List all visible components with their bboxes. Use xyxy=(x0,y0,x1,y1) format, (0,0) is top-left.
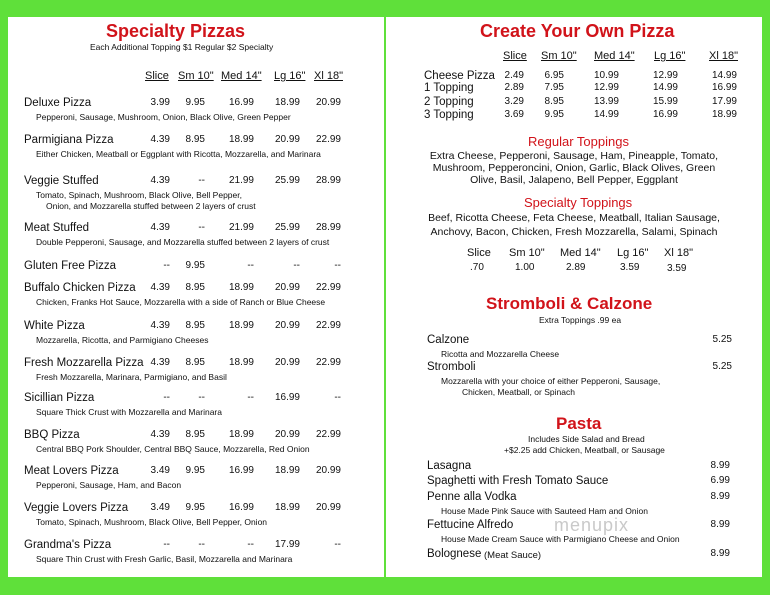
pasta-subtitle-1: Includes Side Salad and Bread xyxy=(528,434,645,444)
watermark: menupix xyxy=(554,515,630,535)
cyo-row-price: 12.99 xyxy=(652,70,678,81)
item-price: -- xyxy=(334,539,341,550)
item-price: 16.99 xyxy=(228,465,254,476)
item-price: 22.99 xyxy=(315,357,341,368)
stromboli-item-price: 5.25 xyxy=(712,334,732,345)
item-price: 8.95 xyxy=(185,282,205,293)
item-price: 21.99 xyxy=(228,222,254,233)
cyo-row-price: 2.89 xyxy=(504,82,524,93)
item-price: 8.95 xyxy=(185,429,205,440)
item-description: Tomato, Spinach, Mushroom, Black Olive, Bell Pepper, Onion xyxy=(36,517,268,527)
item-name: Sicillian Pizza xyxy=(24,392,95,404)
item-price: 20.99 xyxy=(274,357,300,368)
item-price: 4.39 xyxy=(150,134,170,145)
item-price: 17.99 xyxy=(274,539,300,550)
item-price: 9.95 xyxy=(185,502,205,513)
pasta-item-description: House Made Pink Sauce with Sauteed Ham and Onion xyxy=(441,506,648,516)
specialty-toppings-title: Specialty Toppings xyxy=(524,195,633,210)
item-price: 20.99 xyxy=(274,429,300,440)
item-price: 4.39 xyxy=(150,429,170,440)
cyo-size-lg: Lg 16" xyxy=(654,50,686,62)
pasta-item-description: House Made Cream Sauce with Parmigiano Cheese and Onion xyxy=(441,534,680,544)
specialty-toppings-line: Anchovy, Bacon, Chicken, Fresh Mozzarella, Salami, Spinach xyxy=(430,226,718,238)
pasta-item-price: 8.99 xyxy=(710,519,730,530)
pasta-item-name: Bolognese xyxy=(427,548,482,560)
item-description: Pepperoni, Sausage, Mushroom, Onion, Black Olive, Green Pepper xyxy=(36,112,291,122)
cyo-row-name: 2 Topping xyxy=(424,96,474,108)
cyo-row-price: 18.99 xyxy=(711,109,737,120)
item-price: 9.95 xyxy=(185,260,205,271)
item-name: Grandma's Pizza xyxy=(24,539,112,551)
pasta-item-name: Lasagna xyxy=(427,460,472,472)
cyo-row-price: 14.99 xyxy=(711,70,737,81)
item-description: Onion, and Mozzarella stuffed between 2 layers of crust xyxy=(46,201,256,211)
item-description: Central BBQ Pork Shoulder, Central BBQ Sauce, Mozzarella, Red Onion xyxy=(36,444,310,454)
pasta-item-price: 8.99 xyxy=(710,548,730,559)
cyo-row-price: 8.95 xyxy=(544,96,564,107)
item-price: 25.99 xyxy=(274,175,300,186)
pasta-item-price: 8.99 xyxy=(710,460,730,471)
item-description: Tomato, Spinach, Mushroom, Black Olive, Bell Pepper, xyxy=(36,190,242,200)
item-description: Square Thin Crust with Fresh Garlic, Basil, Mozzarella and Marinara xyxy=(36,554,293,564)
item-price: 18.99 xyxy=(228,320,254,331)
item-price: 4.39 xyxy=(150,320,170,331)
item-price: 20.99 xyxy=(315,502,341,513)
specialty-size-lg: Lg 16" xyxy=(617,247,649,259)
cyo-size-xl: Xl 18" xyxy=(709,50,738,62)
item-description: Pepperoni, Sausage, Ham, and Bacon xyxy=(36,480,182,490)
cyo-size-sm: Sm 10" xyxy=(541,50,577,62)
cyo-row-price: 9.95 xyxy=(544,109,564,120)
item-price: -- xyxy=(163,392,170,403)
item-price: -- xyxy=(247,539,254,550)
item-price: 4.39 xyxy=(150,222,170,233)
item-price: -- xyxy=(247,392,254,403)
item-price: 8.95 xyxy=(185,357,205,368)
specialty-size-xl: Xl 18" xyxy=(664,247,693,259)
cyo-row-price: 16.99 xyxy=(652,109,678,120)
cyo-row-price: 14.99 xyxy=(593,109,619,120)
item-price: 20.99 xyxy=(274,282,300,293)
pasta-title: Pasta xyxy=(556,414,602,433)
item-name: Gluten Free Pizza xyxy=(24,260,117,272)
item-price: -- xyxy=(198,222,205,233)
item-price: -- xyxy=(163,260,170,271)
stromboli-item-description: Chicken, Meatball, or Spinach xyxy=(462,387,575,397)
regular-toppings-title: Regular Toppings xyxy=(528,134,629,149)
item-price: 25.99 xyxy=(274,222,300,233)
stromboli-item-description: Ricotta and Mozzarella Cheese xyxy=(441,349,560,359)
item-price: -- xyxy=(163,539,170,550)
item-price: 3.99 xyxy=(150,97,170,108)
cyo-row-price: 16.99 xyxy=(711,82,737,93)
create-your-own-title: Create Your Own Pizza xyxy=(480,21,675,41)
item-price: 4.39 xyxy=(150,357,170,368)
item-price: 20.99 xyxy=(315,465,341,476)
specialty-price-sm: 1.00 xyxy=(515,262,535,273)
regular-toppings-line: Mushroom, Pepperoncini, Onion, Garlic, Black Olives, Green xyxy=(432,162,716,174)
item-description: Fresh Mozzarella, Marinara, Parmigiano, and Basil xyxy=(36,372,227,382)
item-name: Veggie Lovers Pizza xyxy=(24,502,129,514)
size-header-lg: Lg 16" xyxy=(274,70,306,82)
stromboli-item-price: 5.25 xyxy=(712,361,732,372)
cyo-row-name: 3 Topping xyxy=(424,109,474,121)
item-name: Parmigiana Pizza xyxy=(24,134,114,146)
item-price: 20.99 xyxy=(274,134,300,145)
item-description: Double Pepperoni, Sausage, and Mozzarella stuffed between 2 layers of crust xyxy=(36,237,330,247)
item-price: 9.95 xyxy=(185,465,205,476)
specialty-price-lg: 3.59 xyxy=(620,262,640,273)
specialty-price-med: 2.89 xyxy=(566,262,586,273)
item-price: 9.95 xyxy=(185,97,205,108)
pasta-item-name: Penne alla Vodka xyxy=(427,491,517,503)
left-border xyxy=(0,0,8,595)
item-price: 4.39 xyxy=(150,175,170,186)
specialty-pizzas-subtitle: Each Additional Topping $1 Regular $2 Specialty xyxy=(90,42,274,52)
item-name: Buffalo Chicken Pizza xyxy=(24,282,136,294)
pasta-subtitle-2: +$2.25 add Chicken, Meatball, or Sausage xyxy=(504,445,665,455)
cyo-row-price: 14.99 xyxy=(652,82,678,93)
item-name: Deluxe Pizza xyxy=(24,97,92,109)
item-price: 20.99 xyxy=(274,320,300,331)
cyo-row-price: 3.69 xyxy=(504,109,524,120)
item-price: 16.99 xyxy=(274,392,300,403)
specialty-size-sm: Sm 10" xyxy=(509,247,545,259)
item-price: 8.95 xyxy=(185,134,205,145)
item-price: 16.99 xyxy=(228,502,254,513)
item-price: 18.99 xyxy=(274,97,300,108)
cyo-row-price: 17.99 xyxy=(711,96,737,107)
cyo-row-price: 7.95 xyxy=(544,82,564,93)
cyo-row-price: 10.99 xyxy=(593,70,619,81)
item-name: Veggie Stuffed xyxy=(24,175,99,187)
specialty-toppings-line: Beef, Ricotta Cheese, Feta Cheese, Meatball, Italian Sausage, xyxy=(428,212,720,224)
item-price: -- xyxy=(198,392,205,403)
stromboli-calzone-subtitle: Extra Toppings .99 ea xyxy=(539,315,622,325)
specialty-price-xl: 3.59 xyxy=(667,263,687,274)
right-border xyxy=(762,0,770,595)
pasta-item-name: Spaghetti with Fresh Tomato Sauce xyxy=(427,475,609,487)
item-price: -- xyxy=(334,392,341,403)
specialty-size-med: Med 14" xyxy=(560,247,601,259)
item-name: White Pizza xyxy=(24,320,85,332)
stromboli-calzone-title: Stromboli & Calzone xyxy=(486,294,653,313)
item-price: -- xyxy=(198,175,205,186)
regular-toppings-line: Extra Cheese, Pepperoni, Sausage, Ham, Pineapple, Tomato, xyxy=(429,150,719,162)
specialty-pizzas-title: Specialty Pizzas xyxy=(106,21,246,41)
cyo-row-name: Cheese Pizza xyxy=(424,70,495,82)
item-price: 18.99 xyxy=(274,502,300,513)
item-description: Either Chicken, Meatball or Eggplant with Ricotta, Mozzarella, and Marinara xyxy=(36,149,321,159)
stromboli-item-description: Mozzarella with your choice of either Pepperoni, Sausage, xyxy=(441,376,661,386)
cyo-row-name: 1 Topping xyxy=(424,82,474,94)
item-price: 8.95 xyxy=(185,320,205,331)
item-price: 18.99 xyxy=(228,282,254,293)
cyo-size-slice: Slice xyxy=(503,50,527,62)
item-price: 21.99 xyxy=(228,175,254,186)
item-price: 28.99 xyxy=(315,175,341,186)
item-description: Chicken, Franks Hot Sauce, Mozzarella with a side of Ranch or Blue Cheese xyxy=(36,297,326,307)
cyo-row-price: 2.49 xyxy=(504,70,524,81)
size-header-sm: Sm 10" xyxy=(178,70,214,82)
item-price: 20.99 xyxy=(315,97,341,108)
item-price: -- xyxy=(247,260,254,271)
right-panel xyxy=(386,17,762,577)
item-name: Fresh Mozzarella Pizza xyxy=(24,357,144,369)
specialty-size-slice: Slice xyxy=(467,247,491,259)
cyo-row-price: 3.29 xyxy=(504,96,524,107)
regular-toppings-line: Olive, Basil, Jalapeno, Bell Pepper, Eggplant xyxy=(470,174,678,186)
item-name: Meat Stuffed xyxy=(24,222,89,234)
item-name: BBQ Pizza xyxy=(24,429,80,441)
item-price: 22.99 xyxy=(315,282,341,293)
item-price: 18.99 xyxy=(228,357,254,368)
size-header-slice: Slice xyxy=(145,70,169,82)
item-price: 18.99 xyxy=(228,429,254,440)
specialty-pizzas-panel xyxy=(8,17,384,577)
item-price: 18.99 xyxy=(274,465,300,476)
item-price: -- xyxy=(293,260,300,271)
item-price: 22.99 xyxy=(315,429,341,440)
item-price: 22.99 xyxy=(315,134,341,145)
item-price: 22.99 xyxy=(315,320,341,331)
item-price: -- xyxy=(334,260,341,271)
cyo-row-price: 13.99 xyxy=(593,96,619,107)
item-description: Mozzarella, Ricotta, and Parmigiano Cheeses xyxy=(36,335,209,345)
item-price: 28.99 xyxy=(315,222,341,233)
size-header-med: Med 14" xyxy=(221,70,262,82)
item-price: -- xyxy=(198,539,205,550)
pasta-item-name: Fettucine Alfredo xyxy=(427,519,514,531)
item-price: 3.49 xyxy=(150,502,170,513)
cyo-row-price: 15.99 xyxy=(652,96,678,107)
cyo-size-med: Med 14" xyxy=(594,50,635,62)
stromboli-item-name: Calzone xyxy=(427,334,470,346)
stromboli-item-name: Stromboli xyxy=(427,361,476,373)
pasta-item-price: 8.99 xyxy=(710,491,730,502)
top-border xyxy=(0,0,770,17)
item-name: Meat Lovers Pizza xyxy=(24,465,119,477)
bottom-border xyxy=(0,577,770,595)
cyo-row-price: 12.99 xyxy=(593,82,619,93)
item-price: 16.99 xyxy=(228,97,254,108)
cyo-row-price: 6.95 xyxy=(544,70,564,81)
pasta-item-price: 6.99 xyxy=(710,475,730,486)
specialty-price-slice: .70 xyxy=(470,262,484,273)
item-price: 4.39 xyxy=(150,282,170,293)
size-header-xl: Xl 18" xyxy=(314,70,343,82)
item-price: 3.49 xyxy=(150,465,170,476)
item-description: Square Thick Crust with Mozzarella and Marinara xyxy=(36,407,222,417)
pasta-item-note: (Meat Sauce) xyxy=(484,550,542,561)
item-price: 18.99 xyxy=(228,134,254,145)
